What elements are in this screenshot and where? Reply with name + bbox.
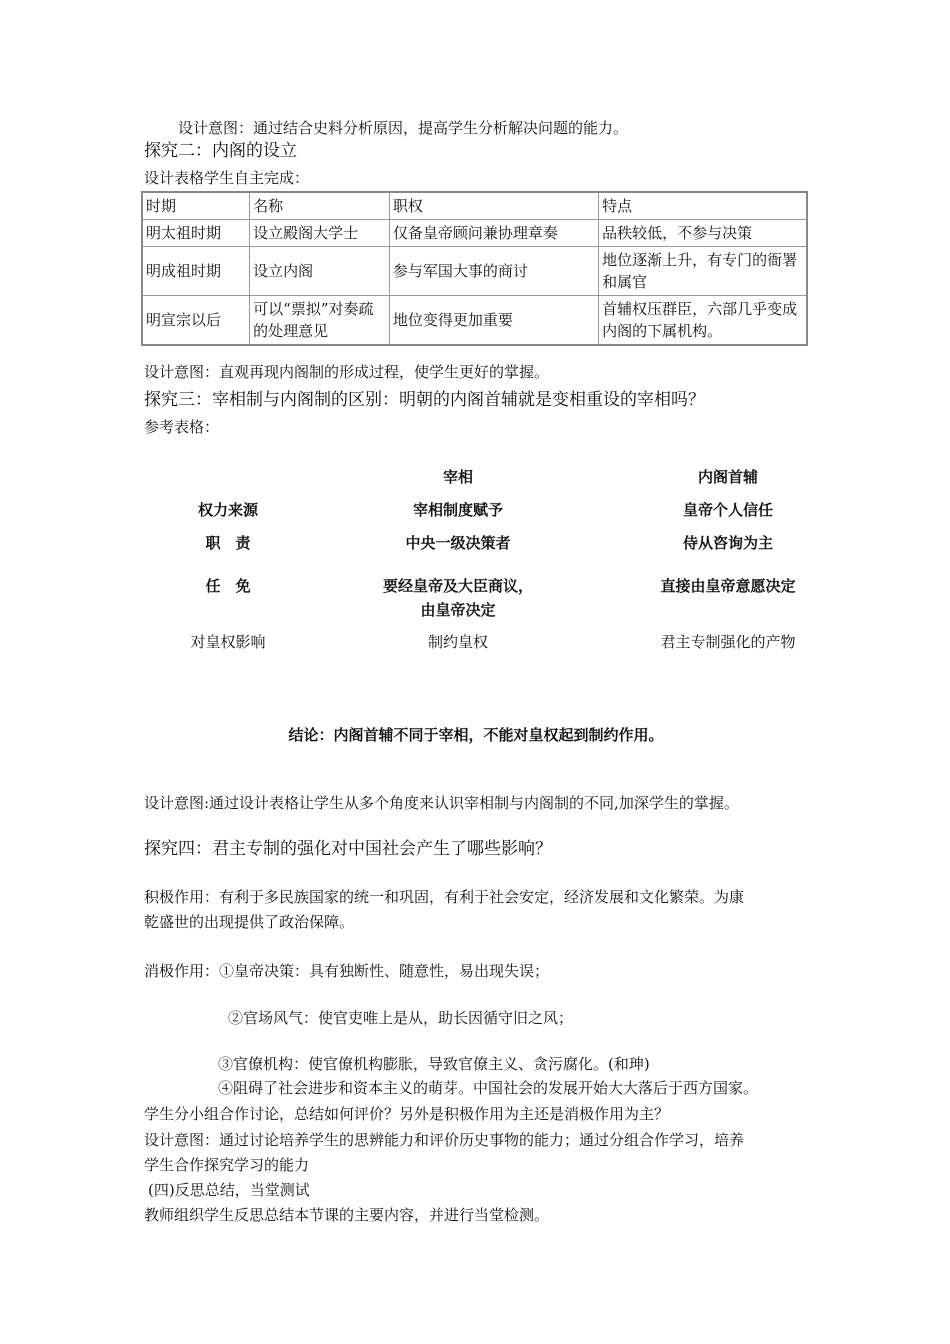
negative-effect-1: 消极作用：①皇帝决策：具有独断性、随意性，易出现失误； xyxy=(144,962,550,980)
design-intent-3: 设计意图:通过设计表格让学生从多个角度来认识宰相制与内阁制的不同,加深学生的掌握。 xyxy=(144,794,739,812)
compare-cell: 由皇帝决定 xyxy=(420,601,496,619)
compare-col-header: 宰相 xyxy=(442,468,473,486)
section-heading-5: (四)反思总结，当堂测试 xyxy=(148,1181,310,1199)
compare-cell: 君主专制强化的产物 xyxy=(660,633,796,651)
section-heading-3: 探究三：宰相制与内阁制的区别：明朝的内阁首辅就是变相重设的宰相吗？ xyxy=(144,390,705,410)
compare-cell: 制约皇权 xyxy=(427,633,488,651)
design-intent-2: 设计意图：直观再现内阁制的形成过程，使学生更好的掌握。 xyxy=(144,363,550,381)
table-header-cell: 时期 xyxy=(142,192,250,220)
table-header-cell: 名称 xyxy=(250,192,390,220)
compare-row-label: 权力来源 xyxy=(197,501,258,519)
negative-effect-2: ②官场风气：使官吏唯上是从，助长因循守旧之风； xyxy=(228,1009,574,1027)
design-intent-4-line-1: 设计意图：通过讨论培养学生的思辨能力和评价历史事物的能力；通过分组合作学习，培养 xyxy=(144,1131,745,1149)
table-header-row xyxy=(142,192,807,220)
compare-row-label: 任 免 xyxy=(205,577,251,595)
positive-effects-line-1: 积极作用：有利于多民族国家的统一和巩固，有利于社会安定，经济发展和文化繁荣。为康 xyxy=(144,888,745,906)
table-row xyxy=(142,296,807,346)
compare-cell: 皇帝个人信任 xyxy=(682,501,773,519)
reference-table-label: 参考表格： xyxy=(144,418,220,436)
table-cell: 仅备皇帝顾问兼协理章奏 xyxy=(389,220,598,247)
table-cell: 明宣宗以后 xyxy=(142,296,250,346)
conclusion: 结论：内阁首辅不同于宰相，不能对皇权起到制约作用。 xyxy=(288,726,664,744)
compare-col-header: 内阁首辅 xyxy=(697,468,758,486)
positive-effects-line-2: 乾盛世的出现提供了政治保障。 xyxy=(144,913,355,931)
table-cell: 明成祖时期 xyxy=(142,247,250,296)
design-intent-4-line-2: 学生合作探究学习的能力 xyxy=(144,1156,310,1174)
table-row xyxy=(142,247,807,296)
table-cell: 设立殿阁大学士 xyxy=(250,220,390,247)
table-header-cell: 职权 xyxy=(389,192,598,220)
table-cell: 可以“票拟”对奏疏的处理意见 xyxy=(250,296,390,346)
table-cell: 设立内阁 xyxy=(250,247,390,296)
negative-effect-3: ③官僚机构：使官僚机构膨胀，导致官僚主义、贪污腐化。(和珅) xyxy=(218,1055,650,1073)
section-heading-4: 探究四：君主专制的强化对中国社会产生了哪些影响？ xyxy=(144,839,552,859)
table-cell: 地位变得更加重要 xyxy=(389,296,598,346)
discussion-prompt: 学生分小组合作讨论，总结如何评价？另外是积极作用为主还是消极作用为主？ xyxy=(144,1105,670,1123)
design-intent-1: 设计意图：通过结合史料分析原因，提高学生分析解决问题的能力。 xyxy=(178,119,629,137)
summary-text: 教师组织学生反思总结本节课的主要内容，并进行当堂检测。 xyxy=(144,1206,550,1224)
table-cell: 品秩较低，不参与决策 xyxy=(599,220,807,247)
table-cell: 地位逐渐上升，有专门的衙署和属官 xyxy=(599,247,807,296)
section-heading-2: 探究二：内阁的设立 xyxy=(144,141,297,161)
compare-cell: 侍从咨询为主 xyxy=(682,534,773,552)
compare-cell: 宰相制度赋予 xyxy=(412,501,503,519)
table-header-cell: 特点 xyxy=(599,192,807,220)
compare-cell: 直接由皇帝意愿决定 xyxy=(660,577,796,595)
compare-cell: 要经皇帝及大臣商议， xyxy=(382,577,533,595)
negative-effect-4: ④阻碍了社会进步和资本主义的萌芽。中国社会的发展开始大大落后于西方国家。 xyxy=(218,1079,759,1097)
table-cell: 首辅权压群臣，六部几乎变成内阁的下属机构。 xyxy=(599,296,807,346)
compare-row-label: 职 责 xyxy=(205,534,251,552)
table-cell: 明太祖时期 xyxy=(142,220,250,247)
table-cell: 参与军国大事的商讨 xyxy=(389,247,598,296)
table-intro: 设计表格学生自主完成： xyxy=(144,169,310,187)
table-row xyxy=(142,220,807,247)
cabinet-table xyxy=(141,191,808,346)
compare-cell: 中央一级决策者 xyxy=(405,534,511,552)
compare-row-label: 对皇权影响 xyxy=(190,633,266,651)
